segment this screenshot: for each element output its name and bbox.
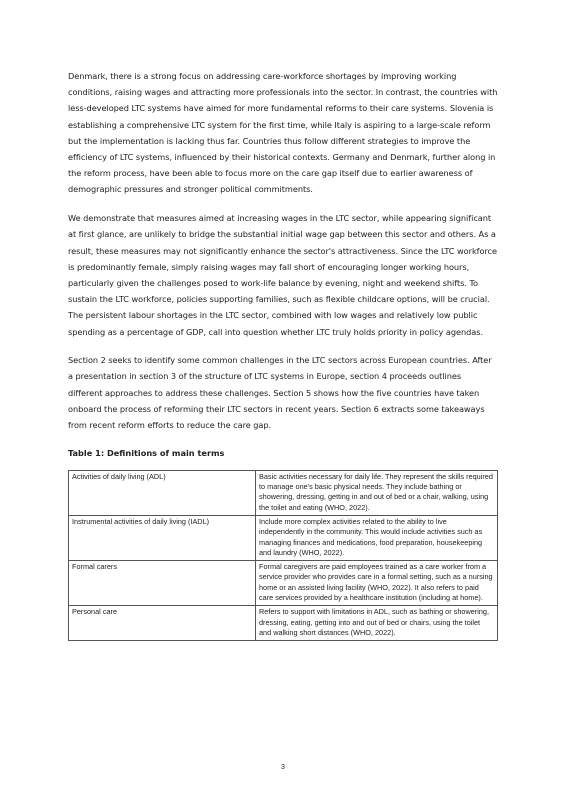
table-row [69,606,498,641]
definition-cell: Refers to support with limitations in ADL, such as bathing or showering, dressing, eating, getting into and out of bed or chairs, using the toilet and walking short distances (WHO, 2022). [256,606,498,641]
definitions-table [68,470,498,641]
paragraph-2: We demonstrate that measures aimed at increasing wages in the LTC sector, while appearing significant at first glance, are unlikely to bridge the substantial initial wage gap between this sector and others. As a result, these measures may not significantly enhance the sector's attractiveness. Since the LTC workforce is predominantly female, simply raising wages may fall short of encouraging longer working hours, particularly given the challenges posed to work-life balance by evening, night and weekend shifts. To sustain the LTC workforce, policies supporting families, such as flexible childcare options, will be crucial. The persistent labour shortages in the LTC sector, combined with low wages and relatively low public spending as a percentage of GDP, call into question whether LTC truly holds priority in policy agendas. [68,213,497,337]
table-row [69,470,498,515]
term-cell: Activities of daily living (ADL) [69,470,256,515]
definition-cell: Include more complex activities related to the ability to live independently in the community. This would include activities such as managing finances and medications, food preparation, housekeeping and laundry (WHO, 2022). [256,515,498,560]
page-number: 3 [281,764,285,771]
term-cell: Personal care [69,606,256,641]
definition-cell: Basic activities necessary for daily life. They represent the skills required to manage one's basic physical needs. They include bathing or showering, dressing, getting in and out of bed or a chair, walking, using the toilet and eating (WHO, 2022). [256,470,498,515]
term-cell: Formal carers [69,561,256,606]
term-cell: Instrumental activities of daily living (IADL) [69,515,256,560]
definition-cell: Formal caregivers are paid employees trained as a care worker from a service provider who provides care in a formal setting, such as a nursing home or an assisted living facility (WHO, 2022). It also refers to paid care services provided by a healthcare institution (including at home). [256,561,498,606]
table-row [69,561,498,606]
table-title: Table 1: Definitions of main terms [68,447,225,458]
document-page [68,68,498,641]
paragraph-3: Section 2 seeks to identify some common challenges in the LTC sectors across European countries. After a presentation in section 3 of the structure of LTC systems in Europe, section 4 proceeds outlines different approaches to address these challenges. Section 5 shows how the five countries have taken onboard the process of reforming their LTC sectors in recent years. Section 6 extracts some takeaways from recent reform efforts to reduce the care gap. [68,355,492,431]
table-row [69,515,498,560]
paragraph-1: Denmark, there is a strong focus on addressing care-workforce shortages by improving working conditions, raising wages and attracting more professionals into the sector. In contrast, the countries with less-developed LTC systems have aimed for more fundamental reforms to their care systems. Slovenia is establishing a comprehensive LTC system for the first time, while Italy is aspiring to a large-scale reform but the implementation is lacking thus far. Countries thus follow different strategies to improve the efficiency of LTC systems, influenced by their historical contexts. Germany and Denmark, further along in the reform process, have been able to focus more on the care gap itself due to earlier awareness of demographic pressures and stronger political commitments. [68,71,498,195]
